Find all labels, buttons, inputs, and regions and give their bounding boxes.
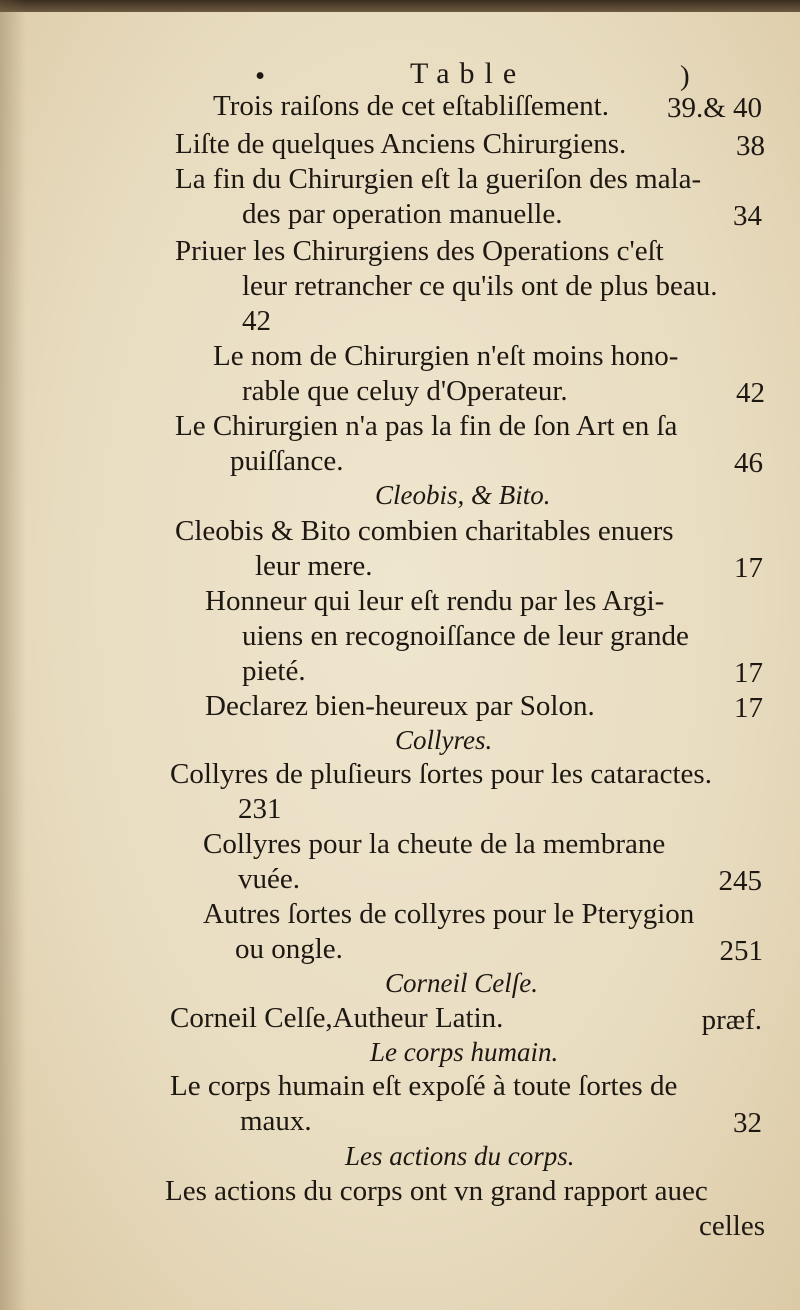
running-head: Table (410, 57, 527, 90)
index-entry-continuation: des par operation manuelle. (242, 198, 563, 230)
page-ref: 17 (734, 552, 763, 584)
index-entry: Autres ſortes de collyres pour le Pterygion (203, 898, 695, 930)
section-heading: Cleobis, & Bito. (375, 480, 551, 510)
page-ref: præf. (701, 1004, 762, 1036)
index-entry-continuation: maux. (240, 1105, 312, 1137)
index-entry: Le nom de Chirurgien n'eſt moins hono- (213, 340, 679, 372)
index-entry: Declarez bien-heureux par Solon. (205, 690, 595, 722)
index-entry: Honneur qui leur eſt rendu par les Argi- (205, 585, 665, 617)
index-entry-continuation: ou ongle. (235, 933, 343, 965)
page-ref: 251 (719, 935, 763, 967)
index-entry: Les actions du corps ont vn grand rapport auec (165, 1175, 708, 1207)
page-gutter-shadow (0, 0, 26, 1310)
page-ref: 46 (734, 447, 763, 479)
index-entry: Liſte de quelques Anciens Chirurgiens. (175, 128, 627, 160)
index-entry-continuation: leur mere. (255, 550, 373, 582)
index-entry-continuation: pieté. (242, 655, 306, 687)
index-entry: Priuer les Chirurgiens des Operations c'eſt (175, 235, 664, 267)
page-ref: 34 (733, 200, 762, 232)
page-ref: 32 (733, 1107, 762, 1139)
page-top-edge (0, 0, 800, 12)
page-ref: 231 (238, 793, 282, 825)
index-entry: La fin du Chirurgien eſt la gueriſon des mala- (175, 163, 702, 195)
index-entry: Corneil Celſe,Autheur Latin. (170, 1002, 504, 1034)
index-entry-continuation: leur retrancher ce qu'ils ont de plus beau. (242, 270, 718, 302)
index-entry: Trois raiſons de cet eſtabliſſement. (213, 90, 609, 122)
index-entry: Le Chirurgien n'a pas la fin de ſon Art en ſa (175, 410, 678, 442)
section-heading: Corneil Celſe. (385, 968, 538, 998)
section-heading: Le corps humain. (370, 1037, 559, 1067)
catchword: celles (698, 1210, 765, 1242)
section-heading: Collyres. (395, 725, 493, 755)
section-heading: Les actions du corps. (345, 1141, 575, 1171)
page-ref: 38 (736, 130, 765, 162)
index-entry: Collyres pour la cheute de la membrane (203, 828, 666, 860)
index-entry-continuation: vuée. (238, 863, 300, 895)
index-entry: Collyres de pluſieurs ſortes pour les cataractes. (170, 758, 712, 790)
index-entry: Cleobis & Bito combien charitables enuers (175, 515, 674, 547)
index-entry: Le corps humain eſt expoſé à toute ſortes de (170, 1070, 678, 1102)
page-ref: 42 (242, 305, 271, 337)
page-ref: 17 (734, 692, 763, 724)
index-entry-continuation: uiens en recognoiſſance de leur grande (242, 620, 689, 652)
index-entry-continuation: rable que celuy d'Operateur. (242, 375, 568, 407)
running-head-trailing-mark: ) (680, 60, 690, 92)
page-ref: 39.& 40 (666, 92, 762, 124)
page-ref: 245 (718, 865, 762, 897)
index-entry-continuation: puiſſance. (230, 445, 344, 477)
running-head-mark: • (255, 60, 266, 92)
page-ref: 42 (736, 377, 765, 409)
page-ref: 17 (734, 657, 763, 689)
